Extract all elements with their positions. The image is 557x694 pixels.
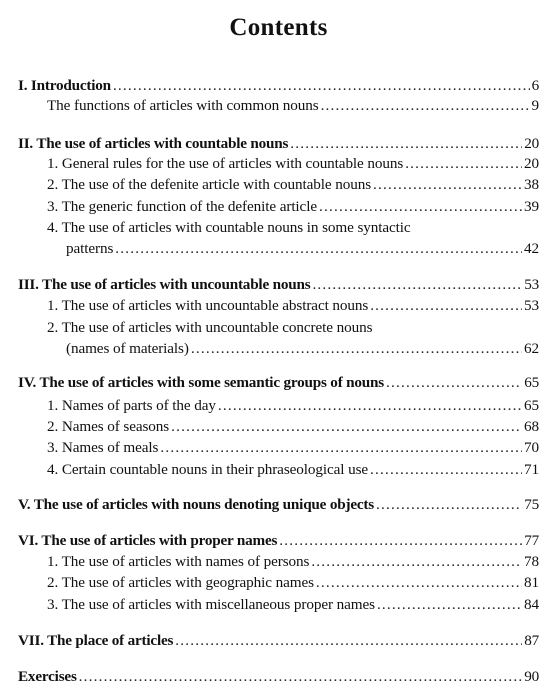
dot-leader	[316, 574, 522, 591]
toc-subentry-label: 2. The use of the defenite article with countable nouns	[47, 176, 372, 193]
toc-subentry[interactable]	[66, 240, 539, 257]
dot-leader	[115, 240, 522, 257]
toc-page-number: 38	[524, 176, 539, 193]
toc-page-number: 87	[524, 632, 539, 649]
toc-subentry-label: 2. The use of articles with uncountable concrete nouns	[47, 319, 373, 336]
dot-leader	[191, 340, 522, 357]
page-title: Contents	[229, 14, 328, 41]
toc-page-number: 53	[524, 297, 539, 314]
toc-section-label: VII. The place of articles	[18, 632, 174, 649]
toc-page-number: 81	[524, 574, 539, 591]
dot-leader	[405, 155, 522, 172]
toc-section-label: IV. The use of articles with some semantic groups of nouns	[18, 374, 385, 391]
toc-section-label: Exercises	[18, 668, 77, 685]
toc-subentry[interactable]	[66, 340, 539, 357]
toc-section-label: I. Introduction	[18, 77, 111, 94]
toc-subentry[interactable]	[47, 155, 539, 172]
toc-subentry-label: 2. The use of articles with geographic names	[47, 574, 314, 591]
toc-section-6[interactable]	[18, 532, 539, 549]
toc-subentry[interactable]	[47, 97, 539, 114]
toc-page-number: 71	[524, 461, 539, 478]
toc-subentry-label: The functions of articles with common nouns	[47, 97, 319, 114]
dot-leader	[218, 397, 522, 414]
dot-leader	[386, 374, 522, 391]
dot-leader	[160, 439, 522, 456]
toc-subentry-continuation: (names of materials)	[66, 340, 189, 357]
dot-leader	[113, 77, 530, 94]
dot-leader	[377, 596, 522, 613]
toc-section-label: III. The use of articles with uncountable nouns	[18, 276, 311, 293]
toc-subentry-label: 1. Names of parts of the day	[47, 397, 216, 414]
toc-page-number: 90	[524, 668, 539, 685]
toc-page-number: 9	[531, 97, 539, 114]
toc-page-number: 75	[524, 496, 539, 513]
dot-leader	[376, 496, 522, 513]
toc-page-number: 20	[524, 135, 539, 152]
toc-subentry[interactable]	[47, 553, 539, 570]
toc-subentry[interactable]	[47, 198, 539, 215]
toc-page-number: 53	[524, 276, 539, 293]
toc-section-4[interactable]	[18, 374, 539, 391]
toc-subentry-label: 3. The use of articles with miscellaneous proper names	[47, 596, 375, 613]
dot-leader	[311, 553, 522, 570]
toc-subentry-label: 1. The use of articles with names of persons	[47, 553, 310, 570]
dot-leader	[79, 668, 523, 685]
toc-subentry-label: 4. The use of articles with countable nouns in some syntactic	[47, 219, 411, 236]
toc-subentry[interactable]	[47, 297, 539, 314]
toc-subentry[interactable]	[47, 439, 539, 456]
toc-section-label: VI. The use of articles with proper names	[18, 532, 278, 549]
toc-subentry[interactable]	[47, 461, 539, 478]
toc-subentry[interactable]	[47, 596, 539, 613]
toc-subentry-label: 3. The generic function of the defenite article	[47, 198, 317, 215]
toc-page-number: 65	[524, 397, 539, 414]
toc-page-number: 68	[524, 418, 539, 435]
toc-page-number: 39	[524, 198, 539, 215]
toc-subentry[interactable]	[47, 176, 539, 193]
toc-page-number: 78	[524, 553, 539, 570]
toc-subentry-label: 1. The use of articles with uncountable abstract nouns	[47, 297, 369, 314]
toc-subentry-label: 2. Names of seasons	[47, 418, 170, 435]
toc-section-1[interactable]	[18, 77, 539, 94]
toc-page-number: 77	[524, 532, 539, 549]
toc-page-number: 62	[524, 340, 539, 357]
toc-page-number: 70	[524, 439, 539, 456]
dot-leader	[321, 97, 530, 114]
dot-leader	[171, 418, 522, 435]
toc-subentry[interactable]	[47, 397, 539, 414]
dot-leader	[312, 276, 522, 293]
toc-subentry-label: 1. General rules for the use of articles with countable nouns	[47, 155, 404, 172]
dot-leader	[279, 532, 522, 549]
dot-leader	[290, 135, 522, 152]
toc-subentry-continuation: patterns	[66, 240, 114, 257]
toc-page-number: 6	[531, 77, 539, 94]
toc-section-7[interactable]	[18, 632, 539, 649]
dot-leader	[319, 198, 522, 215]
dot-leader	[373, 176, 522, 193]
toc-subentry-label: 3. Names of meals	[47, 439, 159, 456]
dot-leader	[370, 461, 522, 478]
toc-page-number: 84	[524, 596, 539, 613]
toc-section-5[interactable]	[18, 496, 539, 513]
toc-subentry[interactable]	[47, 418, 539, 435]
toc-section-3[interactable]	[18, 276, 539, 293]
dot-leader	[175, 632, 522, 649]
toc-section-exercises[interactable]	[18, 668, 539, 685]
dot-leader	[370, 297, 522, 314]
toc-page-number: 42	[524, 240, 539, 257]
toc-subentry[interactable]	[47, 574, 539, 591]
toc-page-number: 65	[524, 374, 539, 391]
toc-page-number: 20	[524, 155, 539, 172]
toc-section-label: V. The use of articles with nouns denoting unique objects	[18, 496, 374, 513]
toc-section-label: II. The use of articles with countable nouns	[18, 135, 289, 152]
toc-section-2[interactable]	[18, 135, 539, 152]
toc-subentry-label: 4. Certain countable nouns in their phraseological use	[47, 461, 369, 478]
